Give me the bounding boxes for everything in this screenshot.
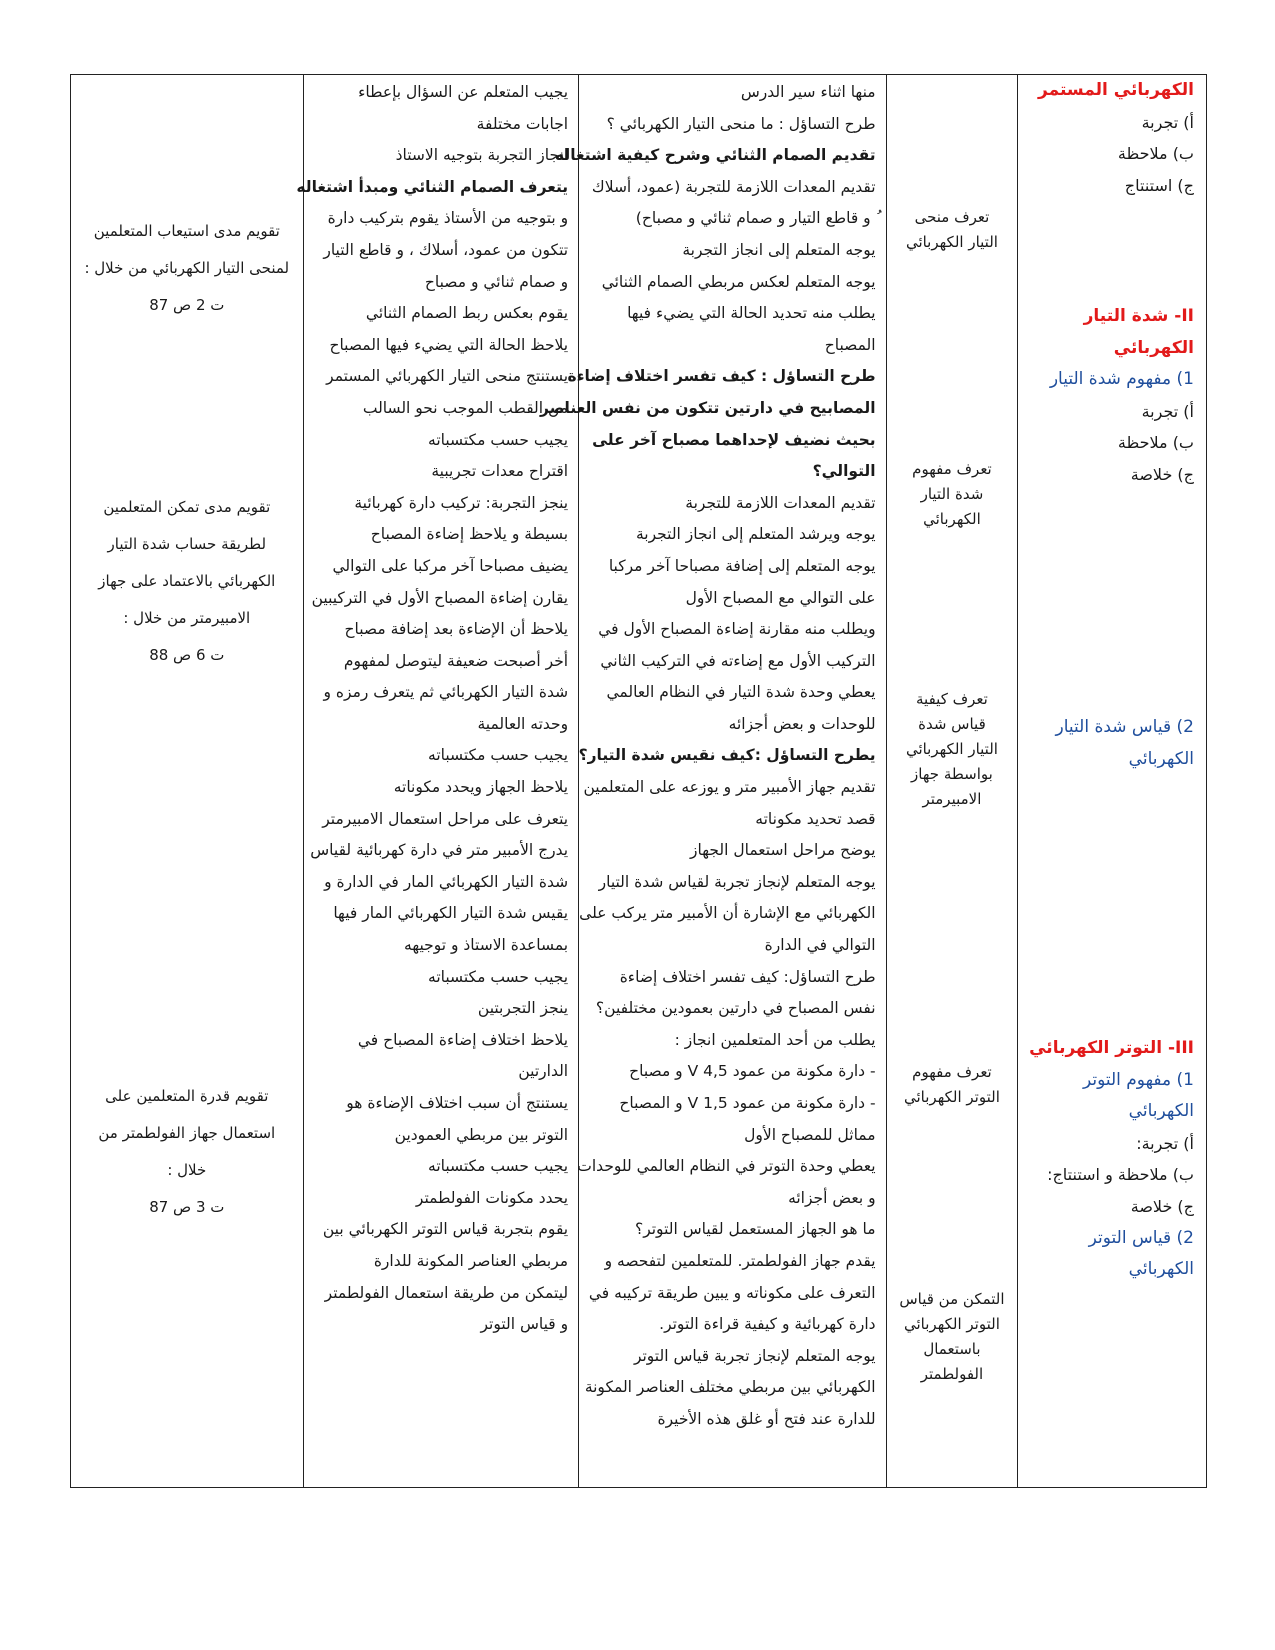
goal-line: التوتر الكهربائي — [904, 1315, 1000, 1333]
activity-line: دارة كهربائية و كيفية قراءة التوتر. — [659, 1315, 876, 1334]
activity-line: قصد تحديد مكوناته — [755, 809, 876, 828]
activity-line: تقديم جهاز الأمبير متر و يوزعه على المتعلمين — [583, 778, 876, 797]
evaluation-column — [71, 75, 303, 1487]
goal-line: تعرف منحى — [914, 208, 990, 226]
objectives-section — [1018, 1033, 1206, 1286]
activity-line: يستنتج أن سبب اختلاف الإضاءة هو — [346, 1094, 569, 1112]
activity-line: يجيب حسب مكتسباته — [428, 1157, 569, 1176]
activity-line: التركيب الأول مع إضاءته في التركيب الثاني — [600, 651, 876, 670]
activity-line: يطلب منه تحديد الحالة التي يضيء فيها — [627, 304, 876, 323]
outline-line: ج) استنتاج — [1124, 175, 1194, 195]
activity-line: مربطي العناصر المكونة للدارة — [373, 1251, 569, 1270]
activity-line: و قياس التوتر — [480, 1315, 569, 1334]
activity-line: يستنتج منحى التيار الكهربائي المستمر — [326, 367, 569, 386]
outline-line: ب) ملاحظة — [1117, 433, 1194, 453]
activity-line: و صمام ثنائي و مصباح — [424, 272, 569, 291]
activity-line: يقيس شدة التيار الكهربائي المار فيها — [333, 904, 569, 923]
evaluation-line: لطريقة حساب شدة التيار — [107, 535, 267, 553]
activity-line: يتعرف الصمام الثنائي ومبدأ اشتغاله — [296, 177, 569, 196]
outline-line: الكهربائي — [1128, 748, 1194, 769]
activity-line: يوجه ويرشد المتعلم إلى انجاز التجربة — [635, 525, 876, 544]
activity-line: المصابيح في دارتين تتكون من نفس العناصر — [539, 398, 876, 417]
activity-line: طرح التساؤل : ما منحى التيار الكهربائي ؟ — [606, 114, 876, 133]
learner-activities-column — [296, 75, 579, 1487]
goals-column — [886, 75, 1018, 1487]
activity-line: ليتمكن من طريقة استعمال الفولطمتر — [324, 1283, 569, 1302]
goal-line: بواسطة جهاز — [911, 765, 993, 783]
activity-line: ينجز التجربتين — [477, 999, 569, 1018]
activity-line: يوجه المتعلم لعكس مربطي الصمام الثنائي — [601, 272, 876, 291]
goal-line: الامبيرمتر — [922, 790, 982, 808]
evaluation-line: ت 6 ص 88 — [149, 646, 225, 664]
activity-line: يوجه المتعلم إلى إضافة مصباحا آخر مركبا — [608, 556, 876, 575]
evaluation-cell — [71, 213, 303, 324]
goal-line: قياس شدة — [918, 715, 986, 733]
activity-line: - دارة مكونة من عمود 1,5 V و المصباح — [619, 1094, 876, 1112]
activity-line: على التوالي مع المصباح الأول — [685, 588, 876, 607]
activity-line: يعطي وحدة التوتر في النظام العالمي للوحدات — [577, 1157, 876, 1176]
objectives-column — [1017, 75, 1206, 1487]
outline-line: الكهربائي — [1128, 1101, 1194, 1122]
goal-line: تعرف مفهوم — [912, 1063, 992, 1081]
activity-line: التوتر بين مربطي العمودين — [394, 1125, 569, 1144]
goal-line: التيار الكهربائي — [905, 233, 998, 251]
activity-line: يوجه المتعلم لإنجاز تجربة قياس التوتر — [633, 1346, 876, 1365]
activity-line: يجيب حسب مكتسباته — [428, 746, 569, 765]
learner-activities — [296, 77, 579, 1341]
activity-line: للوحدات و بعض أجزائه — [728, 714, 876, 733]
outline-line: 1) مفهوم التوتر — [1082, 1069, 1194, 1090]
objectives-section — [1018, 301, 1206, 491]
activity-line: ما هو الجهاز المستعمل لقياس التوتر؟ — [634, 1220, 876, 1239]
activity-line: يجيب حسب مكتسباته — [428, 430, 569, 449]
activity-line: شدة التيار الكهربائي المار في الدارة و — [324, 872, 569, 891]
outline-line: ج) خلاصة — [1130, 1196, 1194, 1216]
activity-line: تتكون من عمود، أسلاك ، و قاطع التيار — [323, 240, 569, 259]
evaluation-line: تقويم قدرة المتعلمين على — [105, 1087, 269, 1105]
activity-line: يجيب حسب مكتسباته — [428, 967, 569, 986]
activity-line: ينجز التجربة: تركيب دارة كهربائية — [354, 493, 569, 512]
goal-line: باستعمال — [923, 1340, 981, 1358]
activity-line: للدارة عند فتح أو غلق هذه الأخيرة — [657, 1409, 876, 1428]
activity-line: طرح التساؤل : كيف تفسر اختلاف إضاءة — [567, 367, 876, 386]
evaluation-line: ت 2 ص 87 — [149, 296, 225, 314]
activity-line: مماثل للمصباح الأول — [744, 1125, 876, 1144]
goal-line: تعرف مفهوم — [912, 460, 992, 478]
goal-cell — [887, 457, 1018, 532]
evaluation-line: خلال : — [167, 1161, 207, 1179]
goal-line: التوتر الكهربائي — [904, 1088, 1000, 1106]
outline-line: II- شدة التيار — [1083, 306, 1194, 326]
objectives-section — [1018, 75, 1206, 201]
activity-line: - دارة مكونة من عمود 4,5 V و مصباح — [629, 1062, 876, 1081]
activity-line: طرح التساؤل: كيف تفسر اختلاف إضاءة — [619, 967, 876, 986]
activity-line: التوالي في الدارة — [764, 936, 876, 955]
goal-line: التيار الكهربائي — [905, 740, 998, 758]
goal-cell — [887, 1287, 1018, 1387]
activity-line: انجاز التجربة بتوجيه الاستاذ — [395, 146, 569, 165]
activity-line: أخر أصبحت ضعيفة ليتوصل لمفهوم — [343, 651, 569, 670]
activity-line: يجيب المتعلم عن السؤال بإعطاء — [358, 83, 569, 101]
activity-line: الكهربائي بين مربطي مختلف العناصر المكونة — [584, 1378, 876, 1397]
activity-line: من القطب الموجب نحو السالب — [362, 398, 569, 417]
activity-line: يعطي وحدة شدة التيار في النظام العالمي — [606, 683, 876, 702]
activity-line: يقارن إضاءة المصباح الأول في التركيبين — [311, 588, 569, 607]
activity-line: ويطلب منه مقارنة إضاءة المصباح الأول في — [598, 620, 876, 639]
activity-line: و بعض أجزائه — [788, 1188, 876, 1207]
activity-line: بسيطة و يلاحظ إضاءة المصباح — [370, 525, 569, 544]
outline-line: 2) قياس شدة التيار — [1055, 717, 1194, 737]
outline-line: ب) ملاحظة و استنتاج: — [1047, 1165, 1194, 1185]
outline-line: 1) مفهوم شدة التيار — [1049, 369, 1194, 390]
outline-line: أ) تجربة — [1141, 401, 1194, 421]
activity-line: تقديم المعدات اللازمة للتجربة (عمود، أسلاك — [591, 177, 876, 196]
goal-cell — [887, 687, 1018, 812]
activity-line: تقديم الصمام الثنائي وشرح كيفية اشتغاله — [555, 146, 876, 165]
evaluation-line: تقويم مدى استيعاب المتعلمين — [93, 222, 280, 240]
activity-line: التوالي؟ — [812, 462, 876, 481]
activity-line: يقوم بعكس ربط الصمام الثنائي — [365, 304, 569, 323]
evaluation-line: تقويم مدى تمكن المتعلمين — [103, 498, 271, 516]
activity-line: يقوم بتجربة قياس التوتر الكهربائي بين — [322, 1220, 569, 1239]
activity-line: ُ و قاطع التيار و صمام ثنائي و مصباح) — [635, 209, 876, 228]
outline-line: أ) تجربة: — [1136, 1133, 1194, 1153]
activity-line: يدرج الأمبير متر في دارة كهربائية لقياس — [310, 841, 569, 860]
activity-line: اقتراح معدات تجريبية — [431, 462, 569, 481]
goal-cell — [887, 205, 1018, 255]
activity-line: يحدد مكونات الفولطمتر — [415, 1188, 569, 1207]
goal-line: الكهربائي — [923, 510, 981, 528]
evaluation-line: الامبيرمتر من خلال : — [123, 609, 251, 627]
outline-line: أ) تجربة — [1141, 112, 1194, 132]
goal-line: التمكن من قياس — [899, 1290, 1005, 1308]
activity-line: الدارتين — [518, 1062, 569, 1081]
outline-line: III- التوتر الكهربائي — [1029, 1038, 1194, 1058]
activity-line: يوضح مراحل استعمال الجهاز — [690, 841, 876, 860]
activity-line: يوجه المتعلم إلى انجاز التجربة — [682, 240, 876, 259]
evaluation-line: لمنحى التيار الكهربائي من خلال : — [84, 259, 290, 277]
activity-line: اجابات مختلفة — [476, 114, 569, 133]
outline-line: الكهربائي — [1128, 1259, 1194, 1280]
evaluation-cell — [71, 489, 303, 674]
goal-line: الفولطمتر — [920, 1365, 984, 1383]
evaluation-line: ت 3 ص 87 — [149, 1198, 225, 1216]
activity-line: بحيث نضيف لإحداهما مصباح آخر على — [592, 430, 876, 449]
activity-line: يلاحظ الجهاز ويحدد مكوناته — [393, 778, 569, 797]
activity-line: التعرف على مكوناته و يبين طريقة تركيبه في — [588, 1283, 876, 1302]
activity-line: وحدته العالمية — [477, 714, 569, 733]
lesson-table — [70, 74, 1207, 1488]
activity-line: يضيف مصباحا آخر مركبا على التوالي — [332, 556, 569, 575]
outline-line: ج) خلاصة — [1130, 464, 1194, 484]
activity-line: منها اثناء سير الدرس — [740, 83, 876, 101]
goal-line: تعرف كيفية — [916, 690, 988, 708]
activity-line: الكهربائي مع الإشارة أن الأمبير متر يركب على — [579, 904, 876, 923]
activity-line: يطلب من أحد المتعلمين انجاز : — [674, 1030, 876, 1049]
outline-line: الكهربائي — [1113, 337, 1194, 358]
activity-line: شدة التيار الكهربائي ثم يتعرف رمزه و — [323, 683, 569, 702]
activity-line: يطرح التساؤل :كيف نقيس شدة التيار؟ — [578, 746, 876, 765]
activity-line: يلاحظ أن الإضاءة بعد إضافة مصباح — [344, 620, 569, 639]
outline-line: الكهربائي المستمر — [1038, 80, 1194, 100]
activity-line: تقديم المعدات اللازمة للتجربة — [685, 493, 876, 512]
activity-line: يلاحظ الحالة التي يضيء فيها المصباح — [329, 335, 569, 354]
activity-line: يقدم جهاز الفولطمتر. للمتعلمين لتفحصه و — [604, 1251, 876, 1270]
activity-line: يوجه المتعلم لإنجاز تجربة لقياس شدة التيار — [598, 872, 876, 891]
activity-line: نفس المصباح في دارتين بعمودين مختلفين؟ — [595, 999, 876, 1018]
activity-line: المصباح — [824, 335, 876, 354]
evaluation-cell — [71, 1078, 303, 1226]
evaluation-line: استعمال جهاز الفولطمتر من — [98, 1124, 276, 1142]
activity-line: و بتوجيه من الأستاذ يقوم بتركيب دارة — [327, 209, 569, 228]
activity-line: يتعرف على مراحل استعمال الامبيرمتر — [322, 809, 569, 828]
outline-line: 2) قياس التوتر — [1088, 1227, 1194, 1248]
goal-cell — [887, 1060, 1018, 1110]
evaluation-line: الكهربائي بالاعتماد على جهاز — [98, 572, 276, 590]
outline-line: ب) ملاحظة — [1117, 144, 1194, 164]
activity-line: بمساعدة الاستاذ و توجيهه — [404, 936, 569, 955]
objectives-section — [1018, 712, 1206, 775]
goal-line: شدة التيار — [920, 485, 984, 503]
activity-line: يلاحظ اختلاف إضاءة المصباح في — [357, 1030, 569, 1049]
